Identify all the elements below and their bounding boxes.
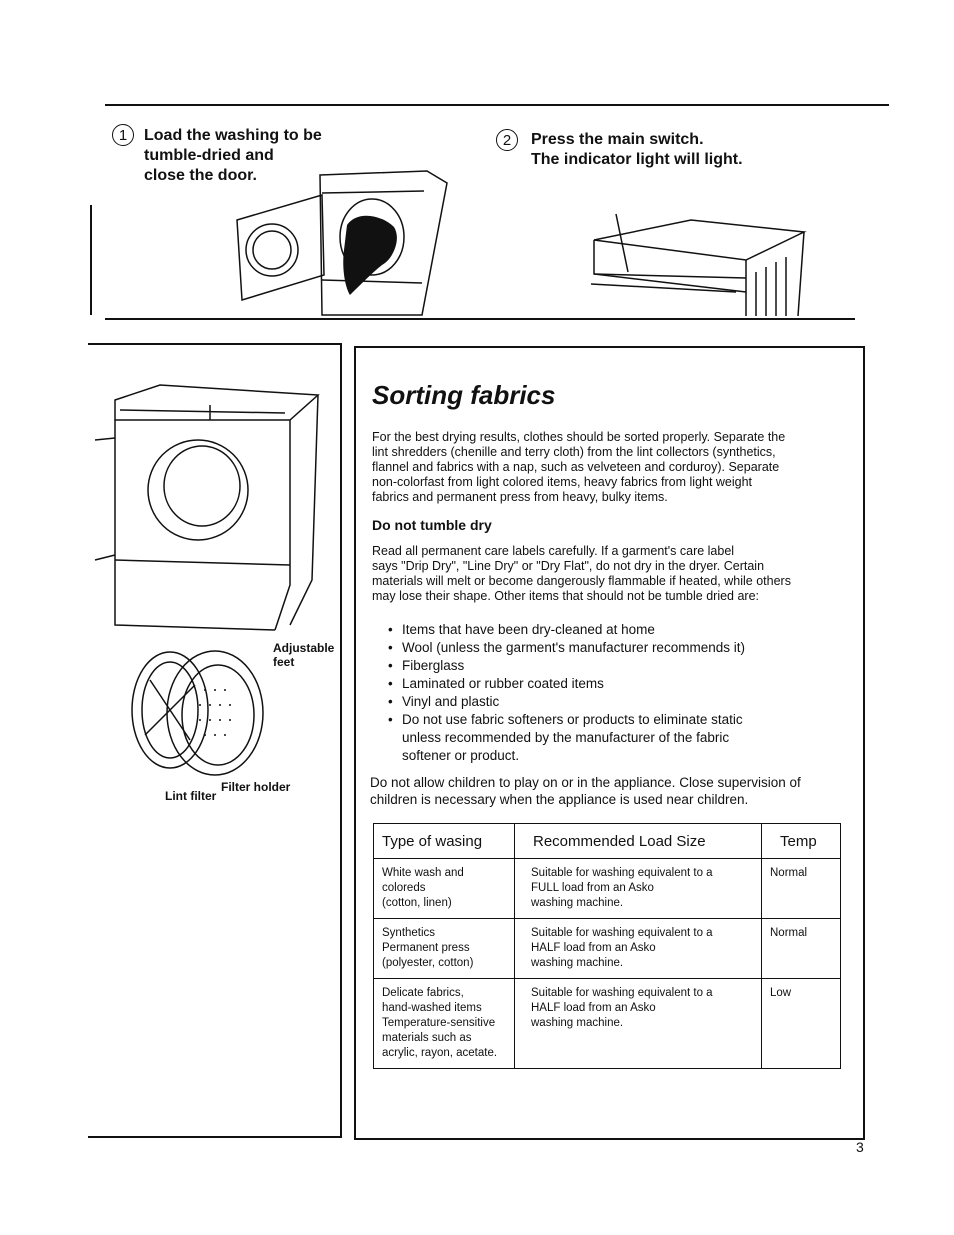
- lint-filter-illustration: [120, 645, 270, 785]
- children-note: Do not allow children to play on or in the appliance. Close supervision of children is necessary when the appliance is used near children.: [370, 775, 801, 807]
- table-row: [374, 859, 841, 919]
- table-cell-temp: Normal: [762, 859, 841, 919]
- table-header-type: Type of wasing: [374, 824, 515, 859]
- table-header-load: Recommended Load Size: [515, 824, 762, 859]
- lint-filter-label: Lint filter: [165, 789, 217, 803]
- list-item: • Do not use fabric softeners or products to eliminate static unless recommended by the manufacturer of the fabric softener or product.: [388, 711, 745, 765]
- list-item: • Laminated or rubber coated items: [388, 675, 745, 693]
- list-item: • Fiberglass: [388, 657, 745, 675]
- page-number: 3: [856, 1139, 864, 1155]
- right-panel-right-rule: [863, 346, 865, 1139]
- step-1-text: Load the washing to be tumble-dried and close the door.: [144, 127, 322, 184]
- top-section-bottom-rule: [105, 318, 855, 320]
- right-panel-left-rule: [354, 346, 356, 1139]
- table-cell-type: White wash and coloreds (cotton, linen): [374, 859, 515, 919]
- table-cell-load: Suitable for washing equivalent to a HALF load from an Asko washing machine.: [515, 919, 762, 979]
- table-cell-temp: Normal: [762, 919, 841, 979]
- table-cell-load: Suitable for washing equivalent to a FULL load from an Asko washing machine.: [515, 859, 762, 919]
- adjustable-feet-label: Adjustable feet: [273, 641, 335, 669]
- dryer-open-door-illustration: [232, 165, 452, 320]
- top-left-vertical: [90, 205, 92, 315]
- table-cell-temp: Low: [762, 979, 841, 1069]
- table-cell-load: Suitable for washing equivalent to a HALF load from an Asko washing machine.: [515, 979, 762, 1069]
- left-panel-bottom-rule: [88, 1136, 341, 1138]
- section-title: Sorting fabrics: [372, 380, 556, 410]
- load-size-table: [373, 823, 841, 1069]
- do-not-tumble-dry-heading: Do not tumble dry: [372, 517, 492, 533]
- filter-holder-label: Filter holder: [221, 780, 291, 794]
- step-2-text: Press the main switch. The indicator light will light.: [531, 131, 743, 168]
- list-item: • Items that have been dry-cleaned at home: [388, 621, 745, 639]
- table-header-temp: Temp: [762, 824, 841, 859]
- right-panel-top-rule: [354, 346, 865, 348]
- intro-paragraph: For the best drying results, clothes should be sorted properly. Separate the lint shredders (chenille and terry cloth) from the lint collectors (synthetics, flannel and fabrics with a nap, such as velveteen and corduroy). Separate non-colorfast from light colored items, heavy fabrics from light weight fabrics and permanent press from heavy, bulky items.: [372, 430, 786, 504]
- do-not-dry-list: [388, 621, 745, 765]
- list-item: • Vinyl and plastic: [388, 693, 745, 711]
- step-1-number: 1: [112, 124, 134, 146]
- dryer-front-illustration: [90, 380, 330, 640]
- top-rule: [105, 104, 889, 106]
- step-2-number: 2: [496, 129, 518, 151]
- table-row: [374, 919, 841, 979]
- dryer-main-switch-illustration: [586, 212, 811, 318]
- left-panel-right-rule: [340, 343, 342, 1138]
- care-label-paragraph: Read all permanent care labels carefully. If a garment's care label says "Drip Dry", "Line Dry" or "Dry Flat", do not dry in the dryer. Certain materials will melt or become dangerously flammable if heated, while others may lose their shape. Other items that should not be tumble dried are:: [372, 544, 791, 603]
- right-panel-bottom-rule: [354, 1138, 865, 1140]
- list-item: • Wool (unless the garment's manufacturer recommends it): [388, 639, 745, 657]
- table-row: [374, 979, 841, 1069]
- table-cell-type: Delicate fabrics, hand-washed items Temperature-sensitive materials such as acrylic, rayon, acetate.: [374, 979, 515, 1069]
- table-cell-type: Synthetics Permanent press (polyester, cotton): [374, 919, 515, 979]
- left-panel-top-rule: [88, 343, 341, 345]
